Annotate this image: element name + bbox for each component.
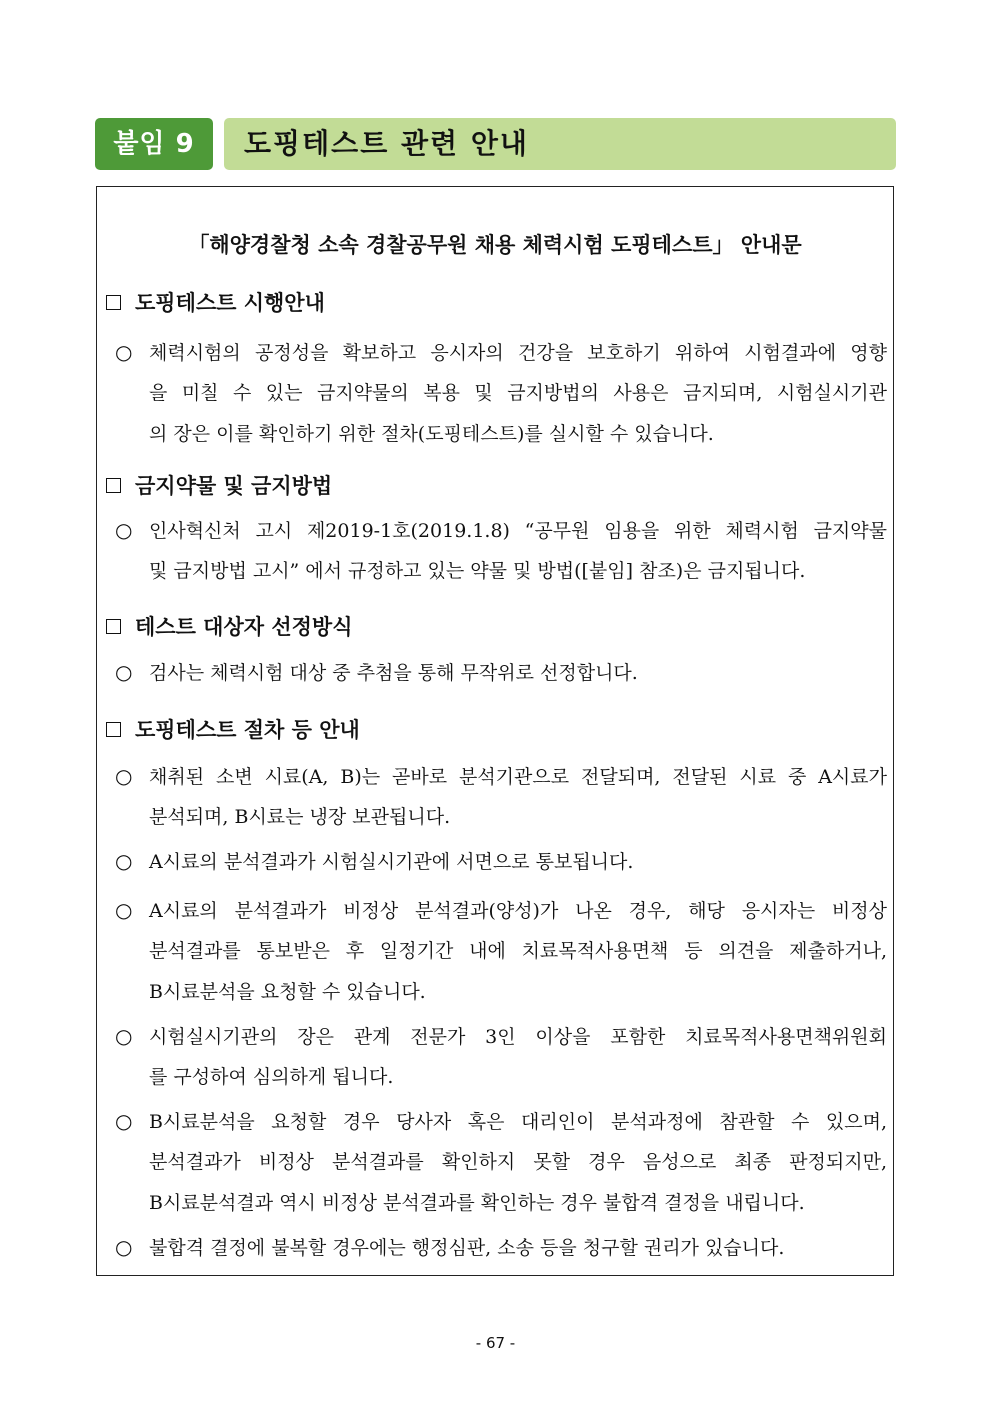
section-heading [106, 611, 352, 641]
circle-bullet-icon: ○ [115, 898, 133, 922]
item-text: A시료의 분석결과가 시험실시기관에 서면으로 통보됩니다. [149, 851, 634, 873]
page-title: 도핑테스트 관련 안내 [224, 118, 896, 170]
list-item [115, 652, 887, 693]
checkbox-square-icon [106, 619, 121, 634]
list-item [115, 841, 887, 882]
circle-bullet-icon: ○ [115, 340, 133, 364]
checkbox-square-icon [106, 722, 121, 737]
circle-bullet-icon: ○ [115, 849, 133, 873]
list-item [115, 756, 887, 838]
notice-box [96, 186, 894, 1276]
item-text: 검사는 체력시험 대상 중 추첨을 통해 무작위로 선정합니다. [149, 662, 638, 684]
checkbox-square-icon [106, 295, 121, 310]
section-heading [106, 470, 332, 500]
item-text: 인사혁신처 고시 제2019-1호(2019.1.8) “공무원 임용을 위한 체력시험 금지약물 [149, 520, 887, 542]
list-item [115, 1016, 887, 1098]
item-text: B시료분석을 요청할 수 있습니다. [149, 981, 426, 1003]
circle-bullet-icon: ○ [115, 764, 133, 788]
item-text: B시료분석결과 역시 비정상 분석결과를 확인하는 경우 불합격 결정을 내립니다. [149, 1192, 805, 1214]
item-text: 를 구성하여 심의하게 됩니다. [149, 1066, 394, 1088]
item-text: 및 금지방법 고시” 에서 규정하고 있는 약물 및 방법([붙임] 참조)은 금지됩니다. [149, 560, 806, 582]
list-item [115, 1227, 887, 1268]
item-text: 불합격 결정에 불복할 경우에는 행정심판, 소송 등을 청구할 권리가 있습니다. [149, 1237, 785, 1259]
section-heading-text: 도핑테스트 절차 등 안내 [135, 718, 360, 742]
checkbox-square-icon [106, 478, 121, 493]
circle-bullet-icon: ○ [115, 518, 133, 542]
section-heading [106, 714, 360, 744]
list-item [115, 510, 887, 592]
item-text: 의 장은 이를 확인하기 위한 절차(도핑테스트)를 실시할 수 있습니다. [149, 423, 714, 445]
circle-bullet-icon: ○ [115, 660, 133, 684]
section-heading-text: 테스트 대상자 선정방식 [135, 615, 353, 639]
item-text: 분석결과를 통보받은 후 일정기간 내에 치료목적사용면책 등 의견을 제출하거나, [149, 940, 887, 962]
item-text: B시료분석을 요청할 경우 당사자 혹은 대리인이 분석과정에 참관할 수 있으며, [149, 1111, 887, 1133]
circle-bullet-icon: ○ [115, 1024, 133, 1048]
item-text: 분석되며, B시료는 냉장 보관됩니다. [149, 806, 451, 828]
circle-bullet-icon: ○ [115, 1235, 133, 1259]
item-text: 을 미칠 수 있는 금지약물의 복용 및 금지방법의 사용은 금지되며, 시험실시기관 [149, 382, 887, 404]
list-item [115, 890, 887, 1013]
notice-title: 「해양경찰청 소속 경찰공무원 채용 체력시험 도핑테스트」 안내문 [188, 233, 802, 257]
list-item [115, 1101, 887, 1224]
item-text: A시료의 분석결과가 비정상 분석결과(양성)가 나온 경우, 해당 응시자는 비정상 [149, 900, 887, 922]
item-text: 분석결과가 비정상 분석결과를 확인하지 못할 경우 음성으로 최종 판정되지만, [149, 1151, 887, 1173]
section-heading [106, 287, 325, 317]
item-text: 채취된 소변 시료(A, B)는 곧바로 분석기관으로 전달되며, 전달된 시료 중 A시료가 [149, 766, 887, 788]
item-text: 시험실시기관의 장은 관계 전문가 3인 이상을 포함한 치료목적사용면책위원회 [149, 1026, 887, 1048]
attachment-tag: 붙임 9 [95, 118, 213, 170]
list-item [115, 332, 887, 455]
section-heading-text: 도핑테스트 시행안내 [135, 291, 325, 315]
page-header [95, 118, 896, 170]
item-text: 체력시험의 공정성을 확보하고 응시자의 건강을 보호하기 위하여 시험결과에 영향 [149, 342, 887, 364]
circle-bullet-icon: ○ [115, 1109, 133, 1133]
section-heading-text: 금지약물 및 금지방법 [135, 474, 333, 498]
page-number: - 67 - [475, 1334, 516, 1352]
